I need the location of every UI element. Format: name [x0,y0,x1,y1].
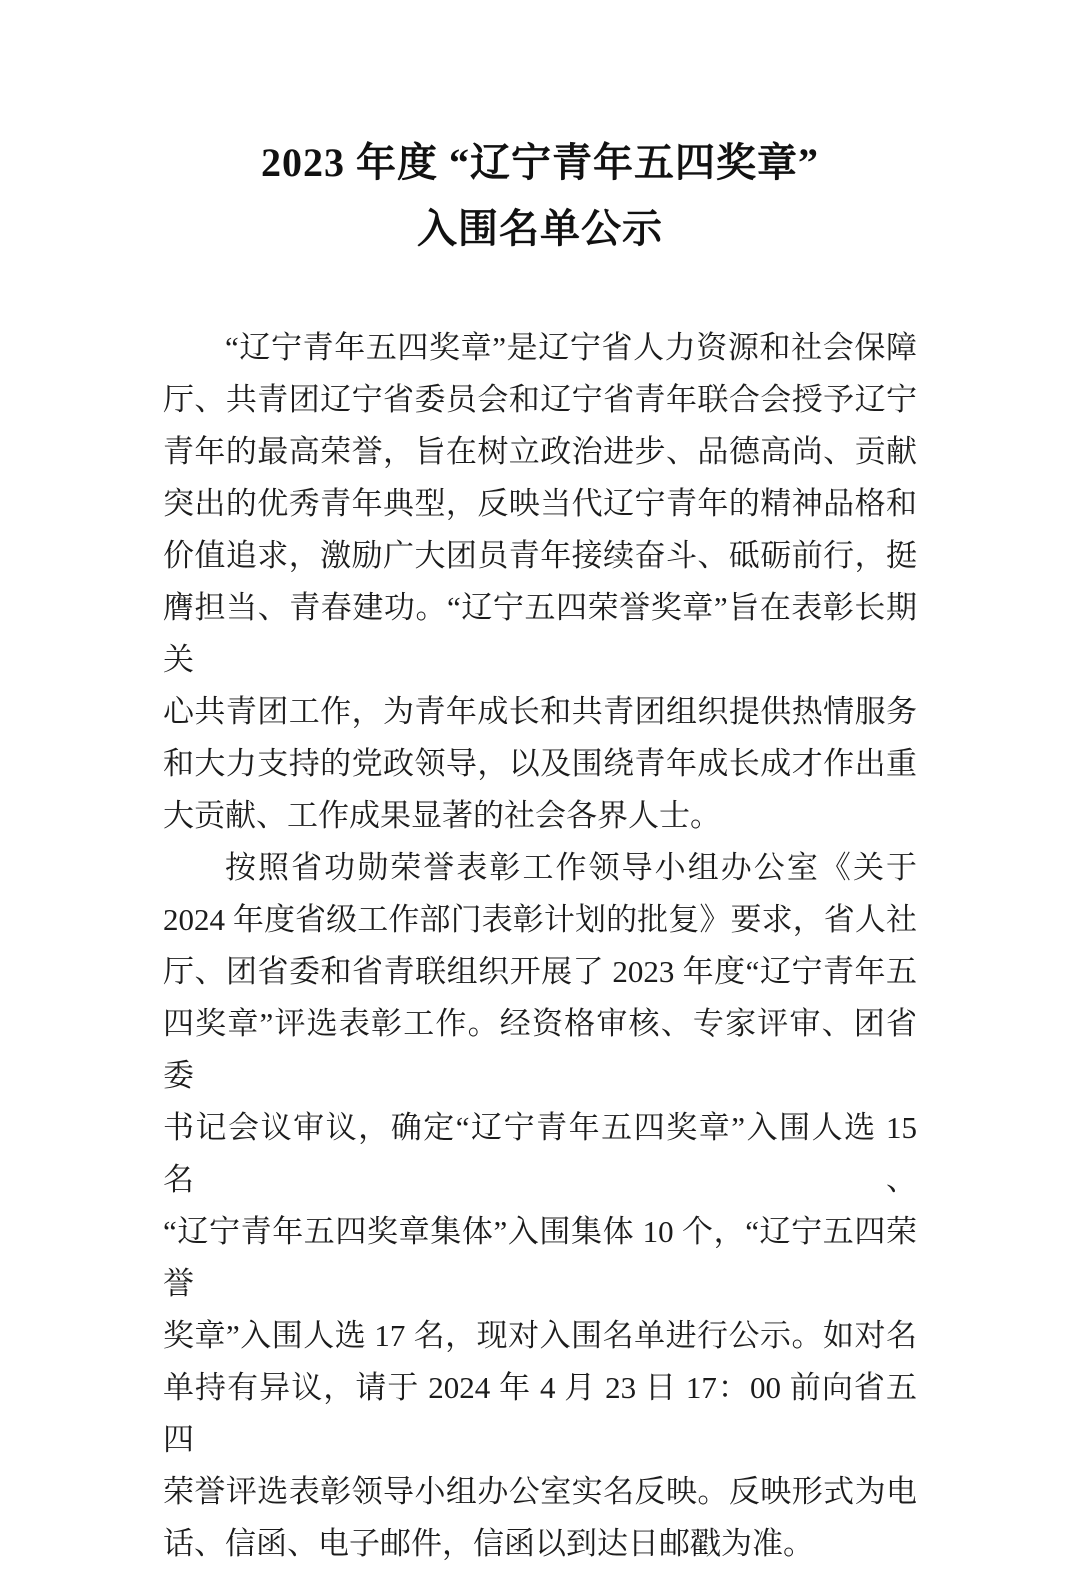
body-line: 四奖章”评选表彰工作。经资格审核、专家评审、团省委 [163,1006,917,1093]
paragraph-1 [163,322,917,842]
body-line: 奖章”入围人选 17 名，现对入围名单进行公示。如对名 [163,1318,917,1353]
body-line: 厅、团省委和省青联组织开展了 2023 年度“辽宁青年五 [163,954,917,989]
body-line: 膺担当、青春建功。“辽宁五四荣誉奖章”旨在表彰长期关 [163,590,917,677]
body-line: 价值追求，激励广大团员青年接续奋斗、砥砺前行，挺 [163,538,917,573]
body-line: “辽宁青年五四奖章”是辽宁省人力资源和社会保障 [225,330,917,365]
body-line: 和大力支持的党政领导，以及围绕青年成长成才作出重 [163,746,917,781]
paragraph-2 [163,842,917,1570]
body-line: “辽宁青年五四奖章集体”入围集体 10 个，“辽宁五四荣誉 [163,1214,917,1301]
body-line: 单持有异议，请于 2024 年 4 月 23 日 17：00 前向省五四 [163,1370,917,1457]
body-line: 书记会议审议，确定“辽宁青年五四奖章”入围人选 15 名、 [163,1110,917,1197]
body-line: 话、信函、电子邮件，信函以到达日邮戳为准。 [163,1526,814,1561]
body-line: 荣誉评选表彰领导小组办公室实名反映。反映形式为电 [163,1474,917,1509]
body-line: 厅、共青团辽宁省委员会和辽宁省青年联合会授予辽宁 [163,382,917,417]
title-line-2: 入围名单公示 [417,206,663,251]
body-line: 心共青团工作，为青年成长和共青团组织提供热情服务 [163,694,917,729]
body-line: 突出的优秀青年典型，反映当代辽宁青年的精神品格和 [163,486,917,521]
body-line: 2024 年度省级工作部门表彰计划的批复》要求，省人社 [163,902,917,937]
document-body [163,322,917,1570]
body-line: 大贡献、工作成果显著的社会各界人士。 [163,798,721,833]
body-line: 青年的最高荣誉，旨在树立政治进步、品德高尚、贡献 [163,434,917,469]
document-title [163,130,917,262]
body-line: 按照省功勋荣誉表彰工作领导小组办公室《关于 [225,850,917,885]
title-line-1: 2023 年度 “辽宁青年五四奖章” [261,140,819,185]
